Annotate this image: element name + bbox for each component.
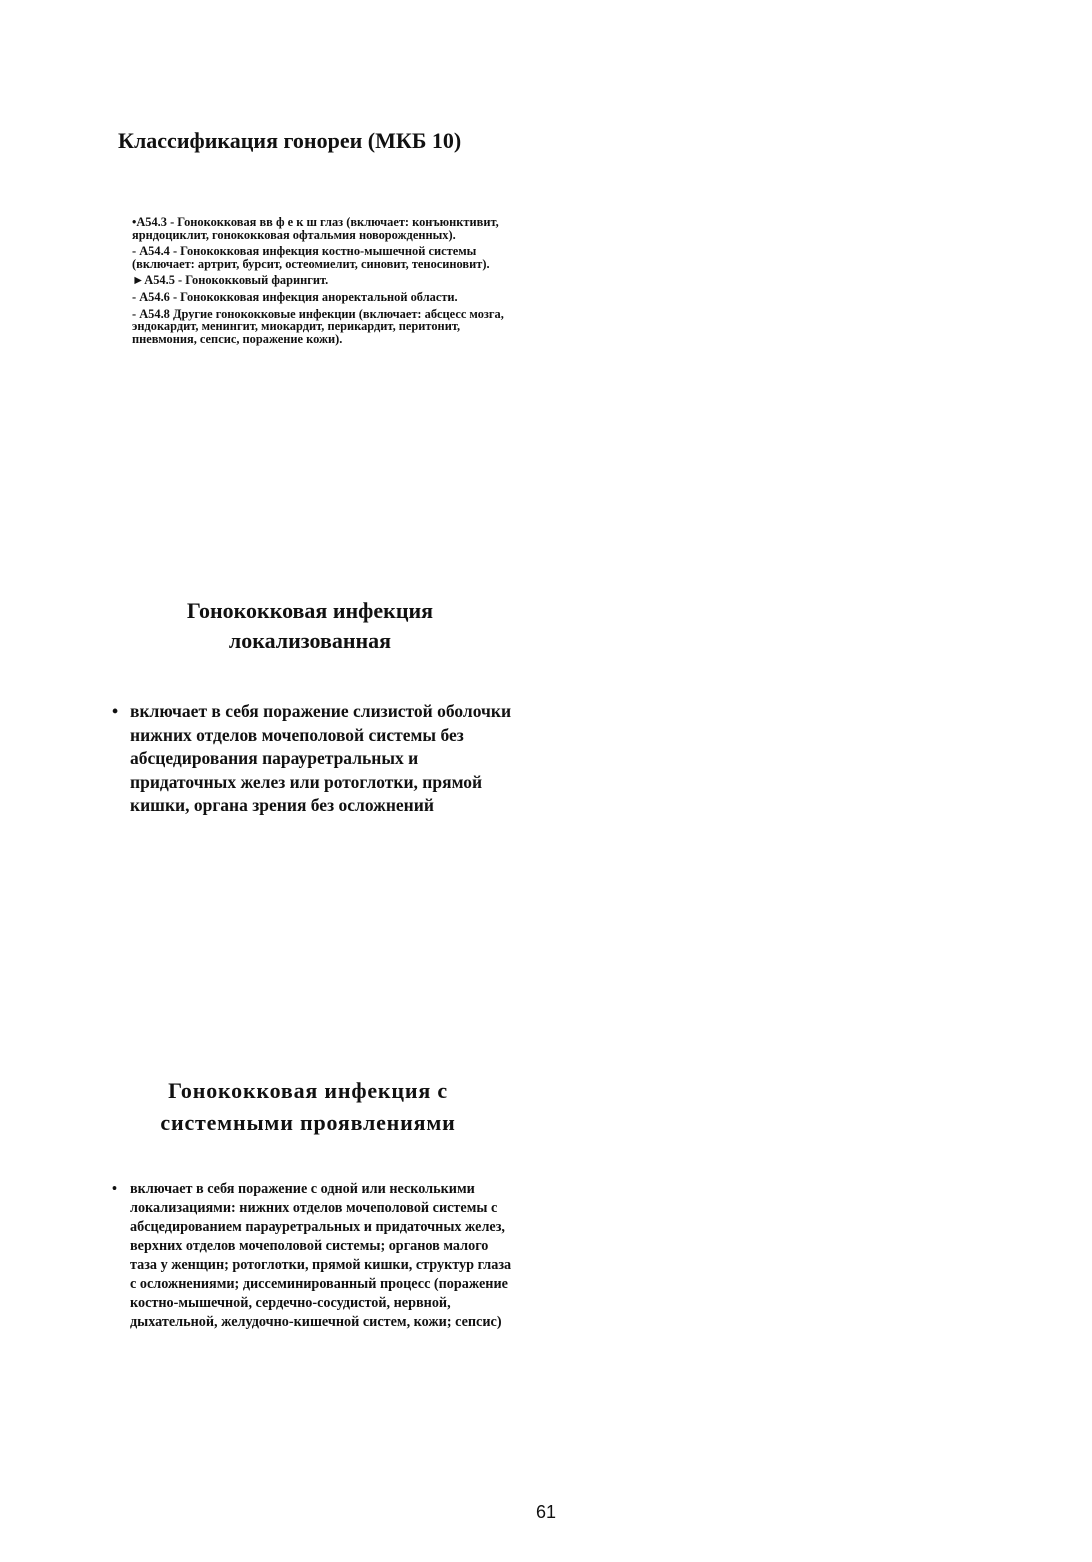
slide2-bullet-item	[112, 700, 512, 818]
icd-item-a54-3: •А54.3 - Гонококковая вв ф е к ш глаз (включает: конъюнктивит, ярндоциклит, гонококковая офтальмия новорожденных).	[132, 215, 499, 242]
slide2-title	[100, 596, 520, 656]
icd-list	[132, 216, 522, 349]
slide3-text: включает в себя поражение с одной или несколькими локализациями: нижних отделов мочеполовой системы с абсцедированием парауретральных и придаточных желез, верхних отделов мочеполовой системы; органов малого таза у женщин; ротоглотки, прямой кишки, структур глаза с осложнениями; диссеминированный процесс (поражение костно-мышечной, сердечно-сосудистой, нервной, дыхательной, желудочно-кишечной систем, кожи; сепсис)	[130, 1181, 512, 1330]
slide2-text: включает в себя поражение слизистой оболочки нижних отделов мочеполовой системы без абсцедирования парауретральных и придаточных желез или ротоглотки, прямой кишки, органа зрения без осложнений	[130, 701, 512, 816]
slide1-title: Классификация гонореи (МКБ 10)	[118, 128, 462, 153]
icd-item-a54-5: ►А54.5 - Гонококковый фарингит.	[132, 273, 329, 288]
slide3-title-line1: Гонококковая инфекция с	[168, 1078, 448, 1103]
slide3-title-line2: системными проявлениями	[160, 1110, 456, 1135]
slide3-bullet-item	[112, 1180, 512, 1332]
icd-item-a54-8: - А54.8 Другие гонококковые инфекции (включает: абсцесс мозга, эндокардит, менингит, миокардит, перикардит, перитонит, пневмония, сепсис, поражение кожи).	[132, 306, 504, 346]
bullet-icon: •	[112, 701, 119, 721]
bullet-icon: •	[112, 1181, 117, 1197]
slide2-title-line1: Гонококковая инфекция	[186, 598, 434, 623]
icd-item-a54-4: - А54.4 - Гонококковая инфекция костно-мышечной системы (включает: артрит, бурсит, остеомиелит, синовит, теносиновит).	[132, 244, 490, 271]
page-number: 61	[535, 1502, 557, 1522]
slide2-title-line2: локализованная	[228, 628, 392, 653]
slide3-title	[98, 1075, 518, 1139]
icd-item-a54-6: - А54.6 - Гонококковая инфекция аноректальной области.	[132, 289, 458, 304]
